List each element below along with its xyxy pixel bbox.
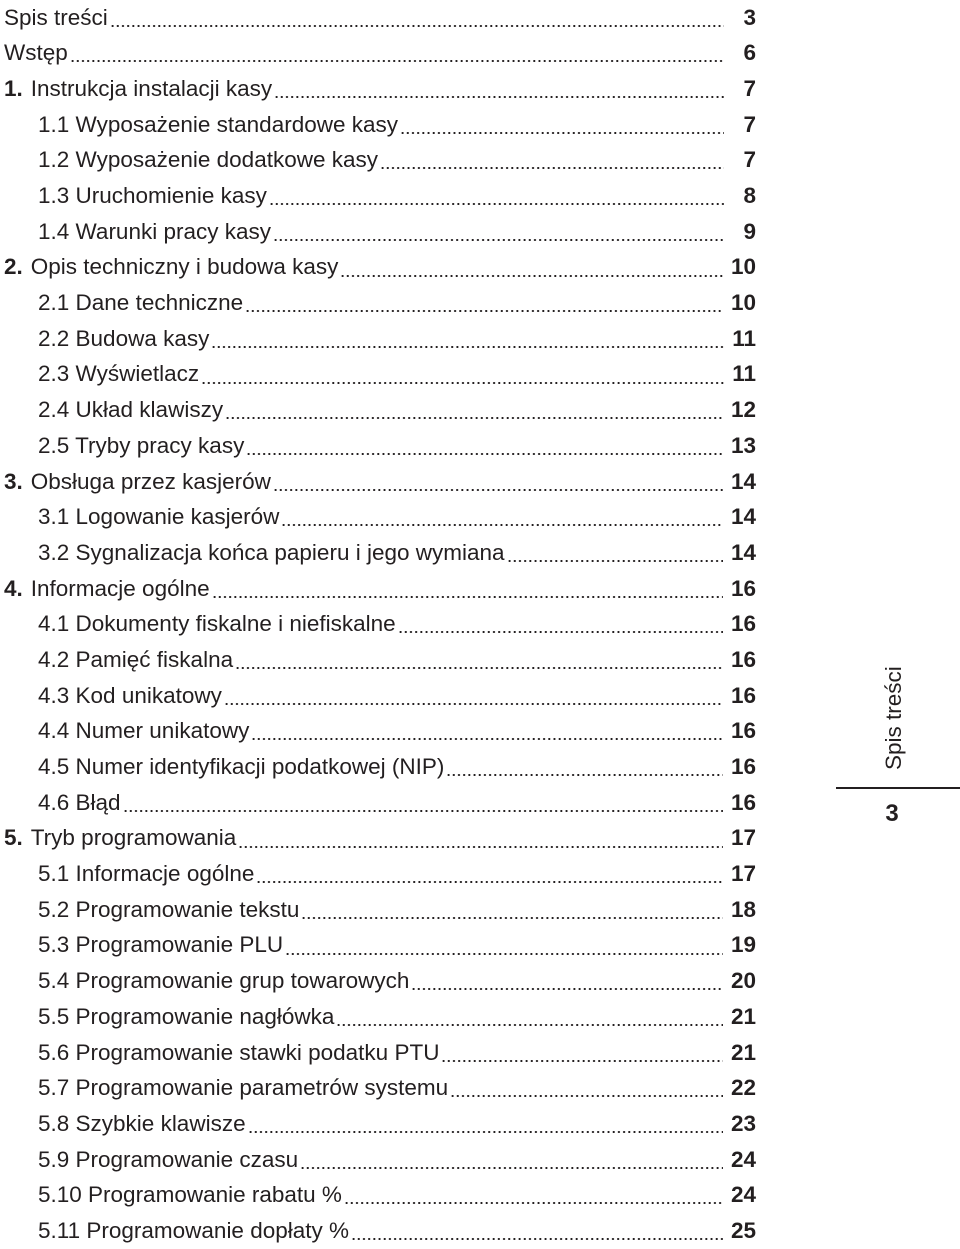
toc-entry-title: 2.4 Układ klawiszy	[38, 397, 224, 423]
toc-dot-leader	[344, 1202, 723, 1204]
page-number: 3	[885, 800, 899, 827]
toc-entry-page: 25	[730, 1217, 756, 1243]
toc-dot-leader	[256, 881, 723, 883]
toc-entry[interactable]	[4, 964, 756, 1000]
toc-dot-leader	[336, 1024, 723, 1026]
toc-entry[interactable]	[4, 535, 756, 571]
toc-entry[interactable]	[4, 464, 756, 500]
toc-entry-page: 16	[730, 682, 756, 708]
toc-entry-number: 4.	[4, 575, 23, 601]
toc-entry[interactable]	[4, 1035, 756, 1071]
toc-dot-leader	[211, 346, 724, 348]
toc-entry-title: 4.1 Dokumenty fiskalne i niefiskalne	[38, 611, 396, 637]
toc-entry-title: 5.7 Programowanie parametrów systemu	[38, 1075, 449, 1101]
toc-dot-leader	[446, 774, 723, 776]
toc-entry-page: 3	[743, 4, 756, 30]
toc-entry[interactable]	[4, 749, 756, 785]
toc-entry[interactable]	[4, 428, 756, 464]
toc-dot-leader	[411, 988, 723, 990]
toc-entry[interactable]	[4, 71, 756, 107]
toc-entry-title: 5.5 Programowanie nagłówka	[38, 1003, 335, 1029]
toc-entry[interactable]	[4, 857, 756, 893]
toc-dot-leader	[245, 310, 723, 312]
toc-entry-page: 16	[730, 611, 756, 637]
toc-dot-leader	[123, 810, 723, 812]
toc-entry-title: 1.1 Wyposażenie standardowe kasy	[38, 111, 398, 137]
toc-entry-page: 6	[743, 40, 756, 66]
toc-entry-page: 24	[730, 1146, 756, 1172]
toc-dot-leader	[285, 953, 723, 955]
toc-dot-leader	[201, 382, 724, 384]
toc-entry-page: 11	[732, 325, 756, 351]
toc-entry-page: 16	[730, 789, 756, 815]
toc-entry[interactable]	[4, 36, 756, 72]
toc-dot-leader	[110, 25, 724, 27]
toc-dot-leader	[251, 738, 723, 740]
toc-entry-page: 11	[732, 361, 756, 387]
toc-entry-page: 17	[730, 861, 756, 887]
toc-entry-number: 3.	[4, 468, 23, 494]
toc-entry[interactable]	[4, 321, 756, 357]
toc-entry-number: 5.	[4, 825, 23, 851]
toc-entry-title: 5.4 Programowanie grup towarowych	[38, 968, 410, 994]
toc-dot-leader	[340, 275, 723, 277]
toc-entry-page: 21	[730, 1039, 756, 1065]
toc-entry-page: 14	[730, 539, 756, 565]
toc-entry[interactable]	[4, 500, 756, 536]
toc-entry-title: Opis techniczny i budowa kasy	[30, 254, 339, 280]
toc-entry[interactable]	[4, 821, 756, 857]
toc-entry[interactable]	[4, 785, 756, 821]
toc-entry-page: 7	[743, 147, 756, 173]
toc-entry-title: 5.9 Programowanie czasu	[38, 1146, 299, 1172]
toc-entry-title: 5.11 Programowanie dopłaty %	[38, 1217, 350, 1243]
toc-dot-leader	[273, 239, 724, 241]
toc-entry-title: 4.4 Numer unikatowy	[38, 718, 250, 744]
toc-entry-title: 1.3 Uruchomienie kasy	[38, 183, 267, 209]
toc-entry-page: 16	[730, 754, 756, 780]
toc-dot-leader	[269, 203, 724, 205]
toc-entry[interactable]	[4, 999, 756, 1035]
toc-dot-leader	[212, 596, 723, 598]
toc-entry-page: 17	[730, 825, 756, 851]
toc-entry-page: 20	[730, 968, 756, 994]
toc-entry-title: 1.4 Warunki pracy kasy	[38, 218, 271, 244]
toc-entry[interactable]	[4, 714, 756, 750]
toc-dot-leader	[507, 560, 723, 562]
toc-entry-page: 12	[730, 397, 756, 423]
toc-entry[interactable]	[4, 607, 756, 643]
toc-entry-page: 9	[743, 218, 756, 244]
toc-entry-page: 7	[743, 111, 756, 137]
toc-entry[interactable]	[4, 178, 756, 214]
toc-entry-title: Spis treści	[4, 4, 108, 30]
toc-dot-leader	[225, 417, 723, 419]
toc-entry-title: 4.3 Kod unikatowy	[38, 682, 222, 708]
toc-entry-title: 4.6 Błąd	[38, 789, 121, 815]
toc-entry-title: 1.2 Wyposażenie dodatkowe kasy	[38, 147, 378, 173]
toc-entry[interactable]	[4, 393, 756, 429]
toc-dot-leader	[380, 167, 724, 169]
toc-entry-page: 22	[730, 1075, 756, 1101]
toc-entry-title: 5.8 Szybkie klawisze	[38, 1110, 246, 1136]
side-tab	[836, 660, 960, 840]
toc-dot-leader	[238, 846, 723, 848]
toc-entry-title: Instrukcja instalacji kasy	[30, 75, 273, 101]
toc-entry[interactable]	[4, 250, 756, 286]
toc-entry-page: 13	[730, 432, 756, 458]
toc-entry-title: 2.3 Wyświetlacz	[38, 361, 200, 387]
toc-dot-leader	[441, 1060, 723, 1062]
toc-entry-title: 4.2 Pamięć fiskalna	[38, 646, 234, 672]
toc-entry-title: 5.2 Programowanie tekstu	[38, 896, 300, 922]
toc-entry-title: 4.5 Numer identyfikacji podatkowej (NIP)	[38, 754, 445, 780]
toc-entry-page: 21	[730, 1003, 756, 1029]
toc-dot-leader	[224, 703, 723, 705]
toc-entry-title: 5.1 Informacje ogólne	[38, 861, 255, 887]
toc-entry-page: 23	[730, 1110, 756, 1136]
table-of-contents	[4, 0, 756, 1249]
toc-entry-number: 2.	[4, 254, 23, 280]
toc-entry[interactable]	[4, 678, 756, 714]
toc-entry-page: 16	[730, 575, 756, 601]
toc-entry-page: 16	[730, 718, 756, 744]
toc-dot-leader	[398, 631, 723, 633]
toc-entry-title: 5.6 Programowanie stawki podatku PTU	[38, 1039, 440, 1065]
toc-entry[interactable]	[4, 642, 756, 678]
toc-entry-title: 2.5 Tryby pracy kasy	[38, 432, 245, 458]
toc-dot-leader	[235, 667, 723, 669]
toc-dot-leader	[248, 1131, 723, 1133]
toc-entry-title: 3.2 Sygnalizacja końca papieru i jego wymiana	[38, 539, 505, 565]
toc-entry-title: 3.1 Logowanie kasjerów	[38, 504, 280, 530]
toc-entry-title: 5.10 Programowanie rabatu %	[38, 1182, 342, 1208]
toc-dot-leader	[400, 132, 724, 134]
toc-entry[interactable]	[4, 928, 756, 964]
toc-entry[interactable]	[4, 571, 756, 607]
toc-entry-page: 19	[730, 932, 756, 958]
toc-entry-page: 14	[730, 468, 756, 494]
toc-dot-leader	[450, 1095, 723, 1097]
toc-entry-title: 2.2 Budowa kasy	[38, 325, 210, 351]
toc-dot-leader	[273, 489, 723, 491]
toc-dot-leader	[281, 524, 723, 526]
toc-dot-leader	[70, 60, 724, 62]
toc-entry[interactable]	[4, 214, 756, 250]
toc-entry[interactable]	[4, 357, 756, 393]
toc-entry[interactable]	[4, 286, 756, 322]
toc-entry[interactable]	[4, 1142, 756, 1178]
toc-entry[interactable]	[4, 107, 756, 143]
toc-entry-page: 24	[730, 1182, 756, 1208]
toc-entry-number: 1.	[4, 75, 23, 101]
toc-dot-leader	[300, 1167, 723, 1169]
toc-dot-leader	[274, 96, 724, 98]
toc-entry-page: 10	[730, 254, 756, 280]
toc-entry[interactable]	[4, 0, 756, 36]
toc-entry-title: Wstęp	[4, 40, 68, 66]
toc-entry-page: 10	[730, 290, 756, 316]
toc-dot-leader	[301, 917, 723, 919]
toc-entry-page: 16	[730, 646, 756, 672]
toc-entry[interactable]	[4, 1178, 756, 1214]
toc-entry-page: 7	[743, 75, 756, 101]
toc-entry-page: 18	[730, 896, 756, 922]
toc-entry[interactable]	[4, 892, 756, 928]
toc-entry-title: 5.3 Programowanie PLU	[38, 932, 284, 958]
toc-dot-leader	[246, 453, 723, 455]
toc-entry[interactable]	[4, 1071, 756, 1107]
toc-entry-title: 2.1 Dane techniczne	[38, 290, 244, 316]
toc-entry-title: Tryb programowania	[30, 825, 237, 851]
toc-entry-page: 14	[730, 504, 756, 530]
side-tab-divider	[836, 787, 960, 789]
toc-entry-page: 8	[743, 183, 756, 209]
toc-dot-leader	[351, 1238, 723, 1240]
toc-entry-title: Obsługa przez kasjerów	[30, 468, 271, 494]
toc-entry-title: Informacje ogólne	[30, 575, 210, 601]
toc-entry[interactable]	[4, 1106, 756, 1142]
toc-entry[interactable]	[4, 143, 756, 179]
side-tab-title: Spis treści	[881, 666, 906, 770]
